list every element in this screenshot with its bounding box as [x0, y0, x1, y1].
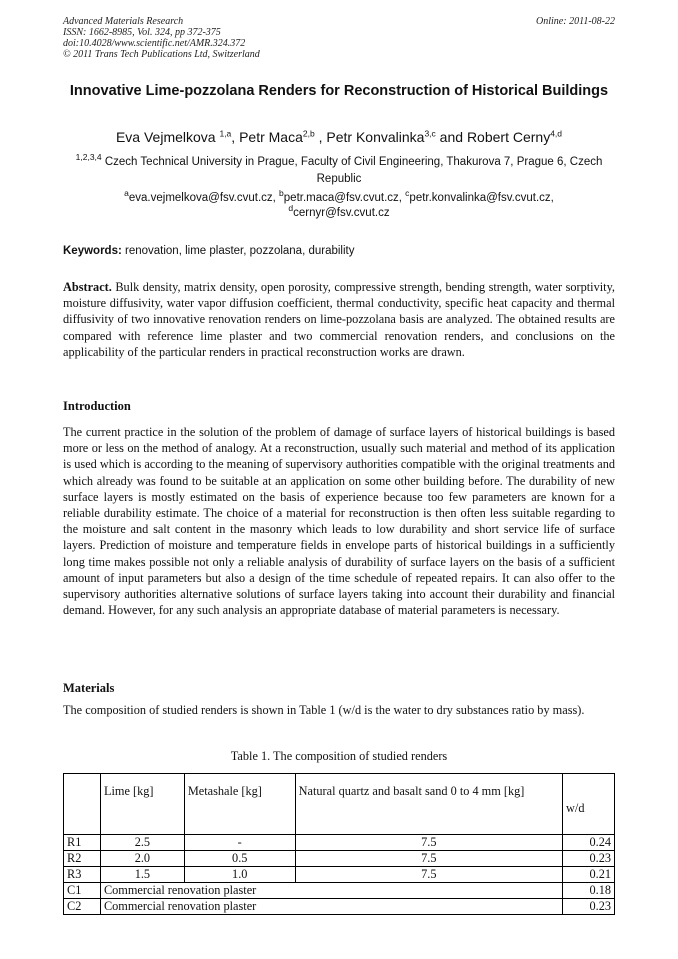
affiliation — [63, 154, 615, 188]
wd-cell: 0.24 — [563, 835, 615, 851]
author-separator: , — [318, 129, 327, 145]
author-separator: , — [231, 129, 240, 145]
table-row — [64, 851, 615, 867]
email-separator: , — [550, 192, 554, 204]
email-separator: , — [272, 192, 280, 204]
email-separator: , — [398, 192, 406, 204]
table-header-row — [64, 774, 615, 835]
wd-cell: 0.18 — [563, 883, 615, 899]
abstract — [63, 279, 615, 360]
sand-cell: 7.5 — [295, 867, 562, 883]
author-affiliation-mark: 4,d — [550, 128, 563, 139]
table-caption: Table 1. The composition of studied renders — [230, 749, 448, 763]
row-id: C1 — [64, 883, 101, 899]
author-name: Robert Cerny — [466, 129, 551, 145]
row-id: R2 — [64, 851, 101, 867]
metashale-cell: 0.5 — [184, 851, 295, 867]
row-id: C2 — [64, 899, 101, 915]
lime-cell: 2.5 — [100, 835, 184, 851]
table-row — [64, 883, 615, 899]
wd-cell: 0.23 — [563, 851, 615, 867]
table-row — [64, 899, 615, 915]
introduction-paragraph: The current practice in the solution of the problem of damage of surface layers of historical buildings is based more or less on the method of analogy. At a reconstruction, usually such material and method of its application is used which is according to the meaning of supervisory authorities compatible with the original treatments and which already was found to be suitable at an application on some other building before. The durability of new surface layers is mostly estimated on the basis of experience because too few parameters are known for a reliable durability estimate. The choice of a material for reconstruction is then often less suitable regarding to the moisture and salt content in the masonry which leads to low durability and short service life of surface layers. Prediction of moisture and temperature fields in envelope parts of historical buildings in a sufficiently long time makes possible not only a reliable analysis of durability of surface layers on the basis of a sufficient amount of input parameters but also a design of the time schedule of repeated repairs. It can also offer to the supervisory authorities alternative solutions of surface layers taking into account their durability and financial demand. However, for any such analysis an appropriate database of material parameters is necessary. — [63, 425, 615, 618]
sand-cell: 7.5 — [295, 851, 562, 867]
author-affiliation-mark: 2,b — [302, 128, 315, 139]
metashale-cell: - — [184, 835, 295, 851]
keywords — [63, 243, 615, 259]
journal-header — [63, 16, 615, 60]
author-name: Petr Konvalinka — [326, 129, 425, 145]
wd-cell: 0.21 — [563, 867, 615, 883]
table-header-cell: Natural quartz and basalt sand 0 to 4 mm [kg] — [295, 774, 562, 835]
author-separator: and — [435, 129, 467, 145]
email-mark: c — [405, 188, 410, 199]
materials-paragraph: The composition of studied renders is shown in Table 1 (w/d is the water to dry substances ratio by mass). — [63, 703, 585, 717]
lime-cell: 1.5 — [100, 867, 184, 883]
table-header-cell: Lime [kg] — [100, 774, 184, 835]
section-heading-materials: Materials — [63, 681, 115, 695]
online-date: Online: 2011-08-22 — [536, 16, 615, 27]
journal-issn: ISSN: 1662-8985, Vol. 324, pp 372-375 — [63, 27, 221, 38]
author-name: Eva Vejmelkova — [115, 129, 216, 145]
row-id: R3 — [64, 867, 101, 883]
keywords-text: renovation, lime plaster, pozzolana, durability — [125, 245, 355, 257]
email-address: petr.maca@fsv.cvut.cz — [283, 192, 399, 204]
abstract-label: Abstract. — [63, 280, 112, 294]
sand-cell: 7.5 — [295, 835, 562, 851]
journal-copyright: © 2011 Trans Tech Publications Ltd, Switzerland — [63, 49, 260, 60]
lime-cell: 2.0 — [100, 851, 184, 867]
metashale-cell: 1.0 — [184, 867, 295, 883]
description-cell: Commercial renovation plaster — [100, 883, 562, 899]
wd-cell: 0.23 — [563, 899, 615, 915]
description-cell: Commercial renovation plaster — [100, 899, 562, 915]
author-affiliation-mark: 1,a — [219, 128, 232, 139]
table-header-cell — [64, 774, 101, 835]
affiliation-text: Czech Technical University in Prague, Faculty of Civil Engineering, Thakurova 7, Prague 6, Czech Republic — [104, 156, 603, 185]
email-mark: b — [279, 188, 284, 199]
table-header-cell: Metashale [kg] — [184, 774, 295, 835]
email-address: petr.konvalinka@fsv.cvut.cz — [409, 192, 551, 204]
journal-name: Advanced Materials Research — [63, 16, 184, 27]
email-address: eva.vejmelkova@fsv.cvut.cz — [128, 192, 273, 204]
row-id: R1 — [64, 835, 101, 851]
composition-table — [63, 773, 615, 915]
table-row — [64, 867, 615, 883]
journal-doi: doi:10.4028/www.scientific.net/AMR.324.372 — [63, 38, 246, 49]
paper-title: Innovative Lime-pozzolana Renders for Reconstruction of Historical Buildings — [69, 83, 609, 99]
section-heading-introduction: Introduction — [63, 399, 131, 413]
author-list — [63, 128, 615, 146]
keywords-label: Keywords: — [63, 245, 122, 257]
author-affiliation-mark: 3,c — [424, 128, 436, 139]
email-list — [63, 188, 615, 221]
email-address: cernyr@fsv.cvut.cz — [293, 207, 390, 219]
author-name: Petr Maca — [239, 129, 303, 145]
table-header-cell: w/d — [563, 774, 615, 835]
table-row — [64, 835, 615, 851]
affiliation-mark: 1,2,3,4 — [75, 152, 102, 163]
email-mark: a — [124, 188, 129, 199]
abstract-text: Bulk density, matrix density, open porosity, compressive strength, bending strength, water sorptivity, moisture diffusivity, water vapor diffusion coefficient, thermal conductivity, specific heat capacity and thermal diffusivity of two innovative renovation renders on lime-pozzolana basis are analyzed. The obtained results are compared with reference lime plaster and two commercial renovation renders, and conclusions on the applicability of the particular renders in practical reconstruction works are drawn. — [63, 280, 615, 359]
email-mark: d — [288, 203, 294, 214]
